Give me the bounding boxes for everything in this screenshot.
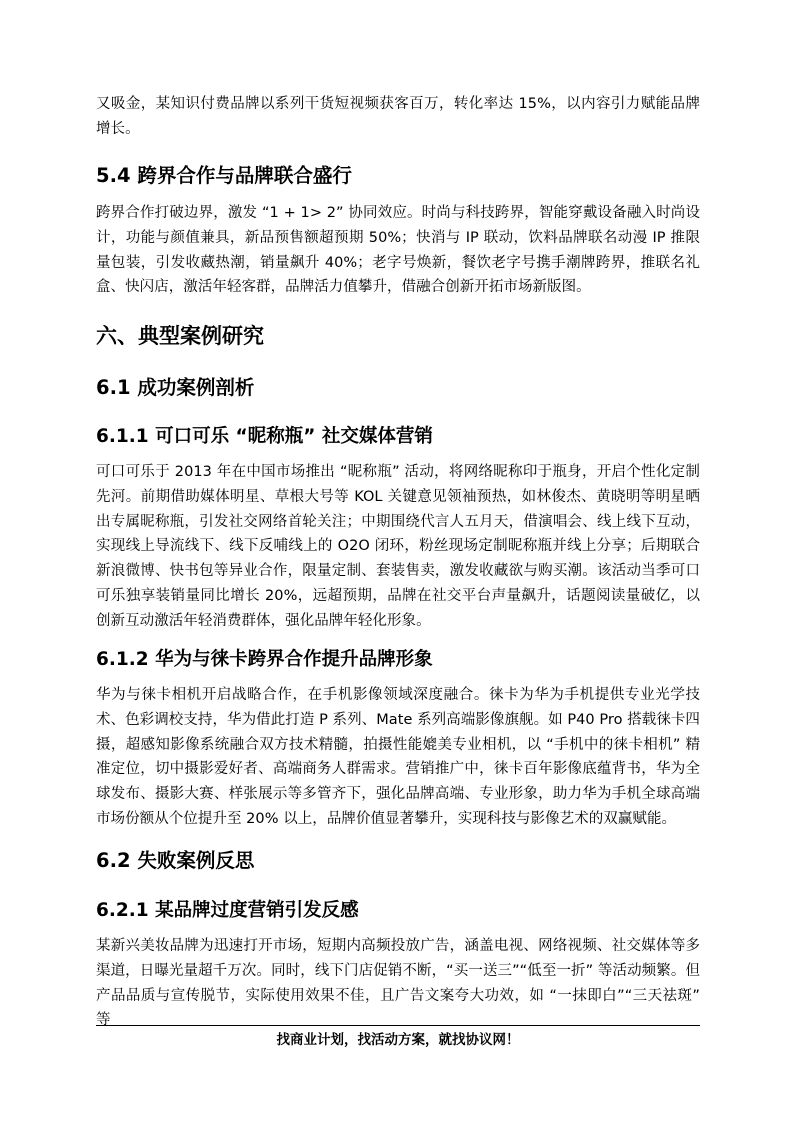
section-6-1-heading: 6.1 成功案例剖析	[96, 376, 255, 399]
chapter-6-heading: 六、典型案例研究	[96, 324, 264, 348]
section-6-2-1-heading: 6.2.1 某品牌过度营销引发反感	[96, 900, 359, 921]
section-6-1-2-body: 华为与徕卡相机开启战略合作，在手机影像领域深度融合。徕卡为华为手机提供专业光学技术、色彩调校支持，华为借此打造 P 系列、Mate 系列高端影像旗舰。如 P40 Pro 搭载徕卡四摄，超感知影像系统融合双方技术精髓，拍摄性能媲美专业相机，以 “手机中的徕卡相机” 精准定位，切中摄影爱好者、高端商务人群需求。营销推广中，徕卡百年影像底蕴背书，华为全球发布、摄影大赛、样张展示等多管齐下，强化品牌高端、专业形象，助力华为手机全球高端市场份额从个位提升至 20% 以上，品牌价值显著攀升，实现科技与影像艺术的双赢赋能。	[96, 687, 700, 827]
footer-slogan: 找商业计划，找活动方案，就找协议网！	[276, 1032, 520, 1048]
section-6-2-heading: 6.2 失败案例反思	[96, 849, 255, 872]
section-6-2-1-body: 某新兴美妆品牌为迅速打开市场，短期内高频投放广告，涵盖电视、网络视频、社交媒体等多渠道，日曝光量超千万次。同时，线下门店促销不断，“买一送三”“低至一折” 等活动频繁。但产品品质与宣传脱节，实际使用效果不佳，且广告文案夸大功效，如 “一抹即白”“三天祛斑” 等	[96, 938, 700, 1029]
section-5-4-body: 跨界合作打破边界，激发 “1 + 1> 2” 协同效应。时尚与科技跨界，智能穿戴设备融入时尚设计，功能与颜值兼具，新品预售额超预期 50%；快消与 IP 联动，饮料品牌联名动漫 IP 推限量包装，引发收藏热潮，销量飙升 40%；老字号焕新，餐饮老字号携手潮牌跨界，推联名礼盒、快闪店，激活年轻客群，品牌活力值攀升，借融合创新开拓市场新版图。	[96, 205, 700, 296]
section-6-1-1-body: 可口可乐于 2013 年在中国市场推出 “昵称瓶” 活动，将网络昵称印于瓶身，开启个性化定制先河。前期借助媒体明星、草根大号等 KOL 关键意见领袖预热，如林俊杰、黄晓明等明星晒出专属昵称瓶，引发社交网络首轮关注；中期围绕代言人五月天，借演唱会、线上线下互动，实现线上导流线下、线下反哺线上的 O2O 闭环，粉丝现场定制昵称瓶并线上分享；后期联合新浪微博、快书包等异业合作，限量定制、套装售卖，激发收藏欲与购买潮。该活动当季可口可乐独享装销量同比增长 20%，远超预期，品牌在社交平台声量飙升，话题阅读量破亿，以创新互动激活年轻消费群体，强化品牌年轻化形象。	[96, 464, 700, 629]
intro-paragraph: 又吸金，某知识付费品牌以系列干货短视频获客百万，转化率达 15%，以内容引力赋能品牌增长。	[96, 96, 700, 137]
footer-divider	[96, 1025, 700, 1026]
section-5-4-heading: 5.4 跨界合作与品牌联合盛行	[96, 164, 352, 187]
section-6-1-1-heading: 6.1.1 可口可乐 “昵称瓶” 社交媒体营销	[96, 426, 433, 447]
section-6-1-2-heading: 6.1.2 华为与徕卡跨界合作提升品牌形象	[96, 649, 433, 670]
